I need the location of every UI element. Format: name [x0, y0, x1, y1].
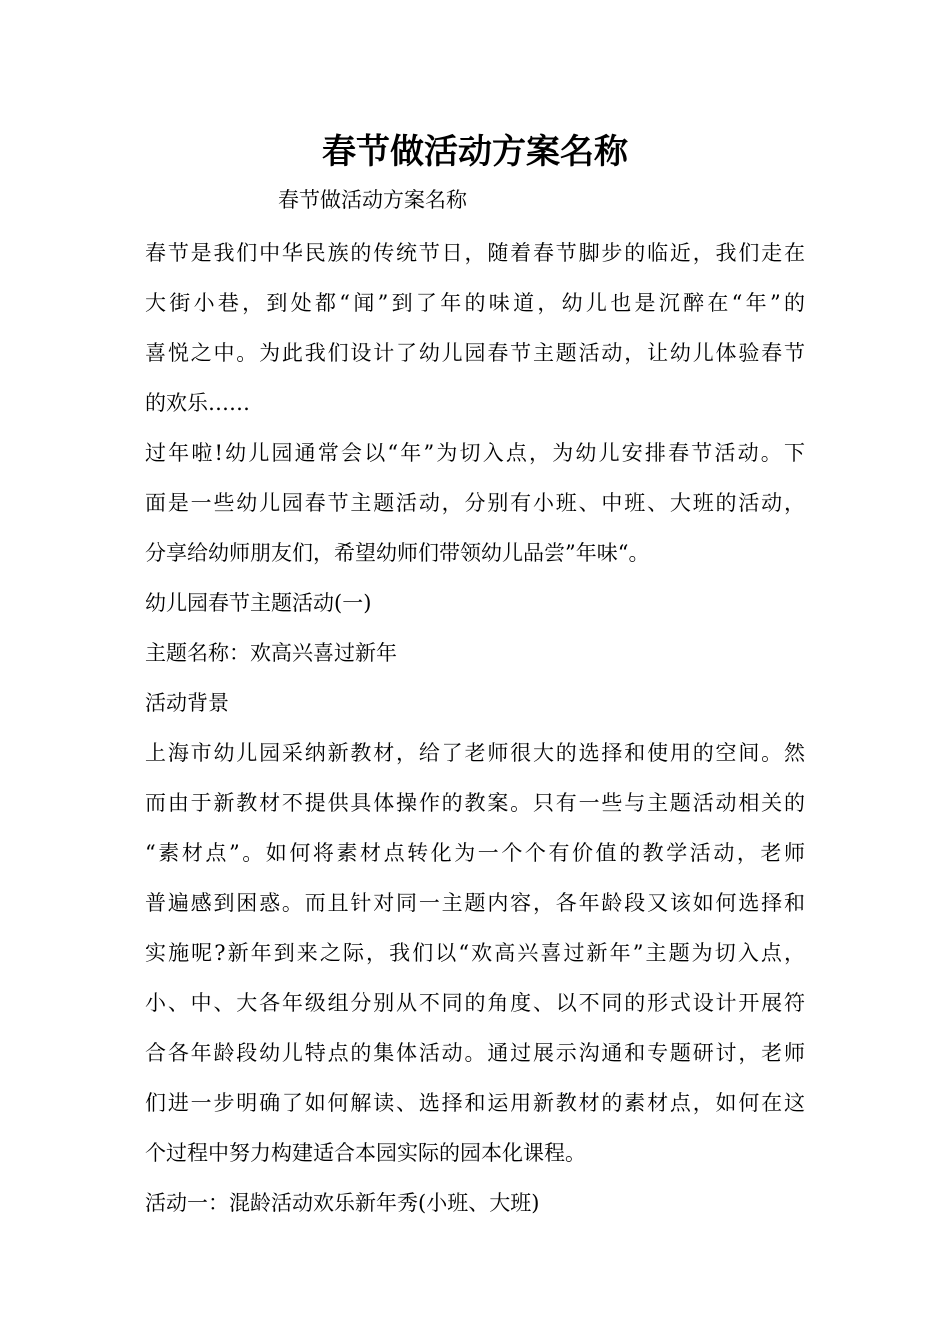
paragraph-line: “素材点”。如何将素材点转化为一个个有价值的教学活动，老师 — [145, 841, 805, 865]
paragraph-line: 幼儿园春节主题活动(一) — [145, 591, 372, 615]
paragraph-line: 小、中、大各年级组分别从不同的角度、以不同的形式设计开展符 — [145, 991, 805, 1015]
paragraph-line: 个过程中努力构建适合本园实际的园本化课程。 — [145, 1141, 586, 1165]
document-body — [145, 228, 805, 1228]
paragraph-line: 实施呢?新年到来之际，我们以“欢高兴喜过新年”主题为切入点， — [145, 941, 805, 965]
paragraph-line: 喜悦之中。为此我们设计了幼儿园春节主题活动，让幼儿体验春节 — [145, 341, 805, 365]
paragraph-line: 活动一：混龄活动欢乐新年秀(小班、大班) — [145, 1191, 540, 1215]
paragraph-line: 普遍感到困惑。而且针对同一主题内容，各年龄段又该如何选择和 — [145, 891, 805, 915]
paragraph-line: 合各年龄段幼儿特点的集体活动。通过展示沟通和专题研讨，老师 — [145, 1041, 805, 1065]
document-subtitle: 春节做活动方案名称 — [278, 188, 467, 212]
paragraph-line: 而由于新教材不提供具体操作的教案。只有一些与主题活动相关的 — [145, 791, 805, 815]
paragraph-line: 面是一些幼儿园春节主题活动，分别有小班、中班、大班的活动， — [145, 491, 805, 515]
paragraph-line: 分享给幼师朋友们，希望幼师们带领幼儿品尝”年味“。 — [145, 541, 650, 565]
paragraph-line: 大街小巷，到处都“闻”到了年的味道，幼儿也是沉醉在“年”的 — [145, 291, 805, 315]
paragraph-line: 主题名称：欢高兴喜过新年 — [145, 641, 397, 665]
paragraph-line: 活动背景 — [145, 691, 229, 715]
paragraph-line: 过年啦!幼儿园通常会以“年”为切入点，为幼儿安排春节活动。下 — [145, 441, 805, 465]
paragraph-line: 春节是我们中华民族的传统节日，随着春节脚步的临近，我们走在 — [145, 241, 805, 265]
paragraph-line: 们进一步明确了如何解读、选择和运用新教材的素材点，如何在这 — [145, 1091, 805, 1115]
paragraph-line: 上海市幼儿园采纳新教材，给了老师很大的选择和使用的空间。然 — [145, 741, 805, 765]
document-title: 春节做活动方案名称 — [322, 132, 628, 172]
paragraph-line: 的欢乐…… — [145, 391, 250, 415]
